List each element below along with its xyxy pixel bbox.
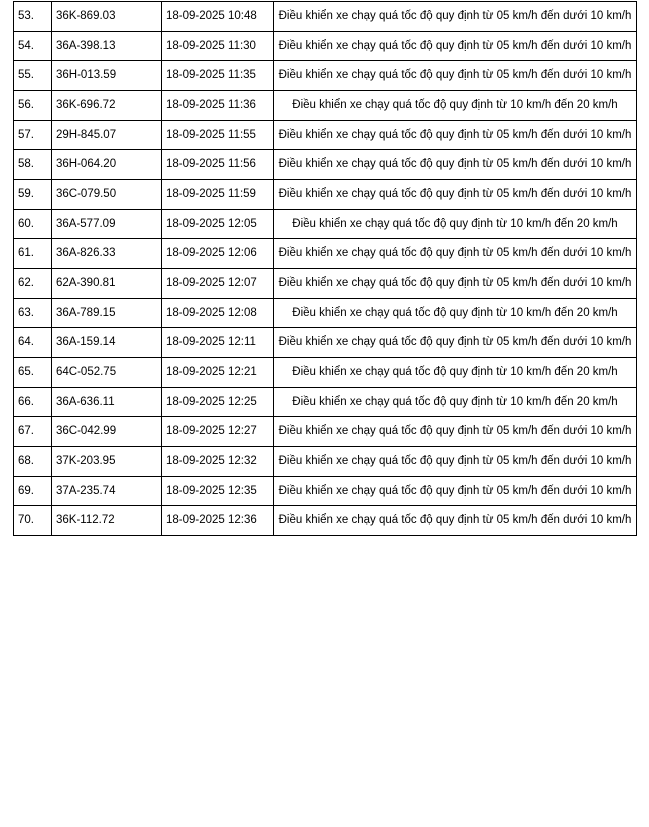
cell-bien-so: 36A-159.14	[52, 328, 162, 358]
table-row	[14, 180, 637, 210]
cell-bien-so: 36A-789.15	[52, 298, 162, 328]
cell-bien-so: 36A-398.13	[52, 31, 162, 61]
cell-thoi-gian: 18-09-2025 11:56	[162, 150, 274, 180]
cell-stt: 68.	[14, 447, 52, 477]
cell-bien-so: 36C-042.99	[52, 417, 162, 447]
cell-thoi-gian: 18-09-2025 12:32	[162, 447, 274, 477]
cell-thoi-gian: 18-09-2025 12:21	[162, 358, 274, 388]
cell-stt: 58.	[14, 150, 52, 180]
table-row	[14, 120, 637, 150]
cell-thoi-gian: 18-09-2025 12:07	[162, 269, 274, 299]
cell-stt: 67.	[14, 417, 52, 447]
table-row	[14, 447, 637, 477]
cell-bien-so: 37K-203.95	[52, 447, 162, 477]
table-row	[14, 417, 637, 447]
cell-thoi-gian: 18-09-2025 12:05	[162, 209, 274, 239]
cell-stt: 53.	[14, 2, 52, 32]
table-row	[14, 150, 637, 180]
cell-thoi-gian: 18-09-2025 12:06	[162, 239, 274, 269]
table-row	[14, 2, 637, 32]
cell-hanh-vi: Điều khiển xe chạy quá tốc độ quy định từ 05 km/h đến dưới 10 km/h	[274, 31, 637, 61]
cell-thoi-gian: 18-09-2025 12:35	[162, 476, 274, 506]
cell-stt: 69.	[14, 476, 52, 506]
table-row	[14, 298, 637, 328]
cell-hanh-vi: Điều khiển xe chạy quá tốc độ quy định từ 05 km/h đến dưới 10 km/h	[274, 447, 637, 477]
cell-thoi-gian: 18-09-2025 12:27	[162, 417, 274, 447]
cell-thoi-gian: 18-09-2025 12:11	[162, 328, 274, 358]
table-row	[14, 61, 637, 91]
table-row	[14, 91, 637, 121]
cell-bien-so: 36A-826.33	[52, 239, 162, 269]
cell-hanh-vi: Điều khiển xe chạy quá tốc độ quy định từ 05 km/h đến dưới 10 km/h	[274, 476, 637, 506]
cell-hanh-vi: Điều khiển xe chạy quá tốc độ quy định từ 05 km/h đến dưới 10 km/h	[274, 2, 637, 32]
cell-stt: 65.	[14, 358, 52, 388]
cell-bien-so: 36A-636.11	[52, 387, 162, 417]
cell-bien-so: 64C-052.75	[52, 358, 162, 388]
document-page	[0, 1, 649, 827]
cell-thoi-gian: 18-09-2025 11:55	[162, 120, 274, 150]
cell-stt: 64.	[14, 328, 52, 358]
cell-thoi-gian: 18-09-2025 11:59	[162, 180, 274, 210]
cell-stt: 66.	[14, 387, 52, 417]
table-row	[14, 31, 637, 61]
cell-bien-so: 36K-869.03	[52, 2, 162, 32]
cell-hanh-vi: Điều khiển xe chạy quá tốc độ quy định từ 10 km/h đến 20 km/h	[274, 387, 637, 417]
cell-stt: 63.	[14, 298, 52, 328]
cell-bien-so: 36H-064.20	[52, 150, 162, 180]
cell-hanh-vi: Điều khiển xe chạy quá tốc độ quy định từ 10 km/h đến 20 km/h	[274, 358, 637, 388]
cell-thoi-gian: 18-09-2025 10:48	[162, 2, 274, 32]
cell-bien-so: 36K-696.72	[52, 91, 162, 121]
cell-stt: 59.	[14, 180, 52, 210]
cell-bien-so: 37A-235.74	[52, 476, 162, 506]
table-row	[14, 269, 637, 299]
table-row	[14, 358, 637, 388]
cell-stt: 60.	[14, 209, 52, 239]
cell-stt: 70.	[14, 506, 52, 536]
cell-stt: 55.	[14, 61, 52, 91]
table-row	[14, 328, 637, 358]
cell-thoi-gian: 18-09-2025 11:36	[162, 91, 274, 121]
table-row	[14, 239, 637, 269]
violations-table	[13, 1, 637, 536]
cell-hanh-vi: Điều khiển xe chạy quá tốc độ quy định từ 05 km/h đến dưới 10 km/h	[274, 417, 637, 447]
cell-hanh-vi: Điều khiển xe chạy quá tốc độ quy định từ 10 km/h đến 20 km/h	[274, 91, 637, 121]
cell-hanh-vi: Điều khiển xe chạy quá tốc độ quy định từ 05 km/h đến dưới 10 km/h	[274, 506, 637, 536]
cell-thoi-gian: 18-09-2025 11:30	[162, 31, 274, 61]
cell-bien-so: 62A-390.81	[52, 269, 162, 299]
cell-thoi-gian: 18-09-2025 12:08	[162, 298, 274, 328]
cell-stt: 54.	[14, 31, 52, 61]
cell-thoi-gian: 18-09-2025 12:25	[162, 387, 274, 417]
cell-bien-so: 36A-577.09	[52, 209, 162, 239]
cell-hanh-vi: Điều khiển xe chạy quá tốc độ quy định từ 05 km/h đến dưới 10 km/h	[274, 328, 637, 358]
cell-bien-so: 36H-013.59	[52, 61, 162, 91]
cell-bien-so: 36K-112.72	[52, 506, 162, 536]
cell-thoi-gian: 18-09-2025 11:35	[162, 61, 274, 91]
table-row	[14, 506, 637, 536]
cell-thoi-gian: 18-09-2025 12:36	[162, 506, 274, 536]
cell-hanh-vi: Điều khiển xe chạy quá tốc độ quy định từ 05 km/h đến dưới 10 km/h	[274, 150, 637, 180]
violations-table-body	[14, 2, 637, 536]
cell-hanh-vi: Điều khiển xe chạy quá tốc độ quy định từ 05 km/h đến dưới 10 km/h	[274, 180, 637, 210]
cell-bien-so: 29H-845.07	[52, 120, 162, 150]
table-row	[14, 209, 637, 239]
cell-hanh-vi: Điều khiển xe chạy quá tốc độ quy định từ 10 km/h đến 20 km/h	[274, 209, 637, 239]
cell-hanh-vi: Điều khiển xe chạy quá tốc độ quy định từ 05 km/h đến dưới 10 km/h	[274, 120, 637, 150]
cell-stt: 56.	[14, 91, 52, 121]
cell-hanh-vi: Điều khiển xe chạy quá tốc độ quy định từ 05 km/h đến dưới 10 km/h	[274, 239, 637, 269]
table-row	[14, 387, 637, 417]
cell-stt: 61.	[14, 239, 52, 269]
table-row	[14, 476, 637, 506]
cell-hanh-vi: Điều khiển xe chạy quá tốc độ quy định từ 05 km/h đến dưới 10 km/h	[274, 269, 637, 299]
cell-hanh-vi: Điều khiển xe chạy quá tốc độ quy định từ 05 km/h đến dưới 10 km/h	[274, 61, 637, 91]
cell-stt: 62.	[14, 269, 52, 299]
cell-bien-so: 36C-079.50	[52, 180, 162, 210]
cell-stt: 57.	[14, 120, 52, 150]
cell-hanh-vi: Điều khiển xe chạy quá tốc độ quy định từ 10 km/h đến 20 km/h	[274, 298, 637, 328]
